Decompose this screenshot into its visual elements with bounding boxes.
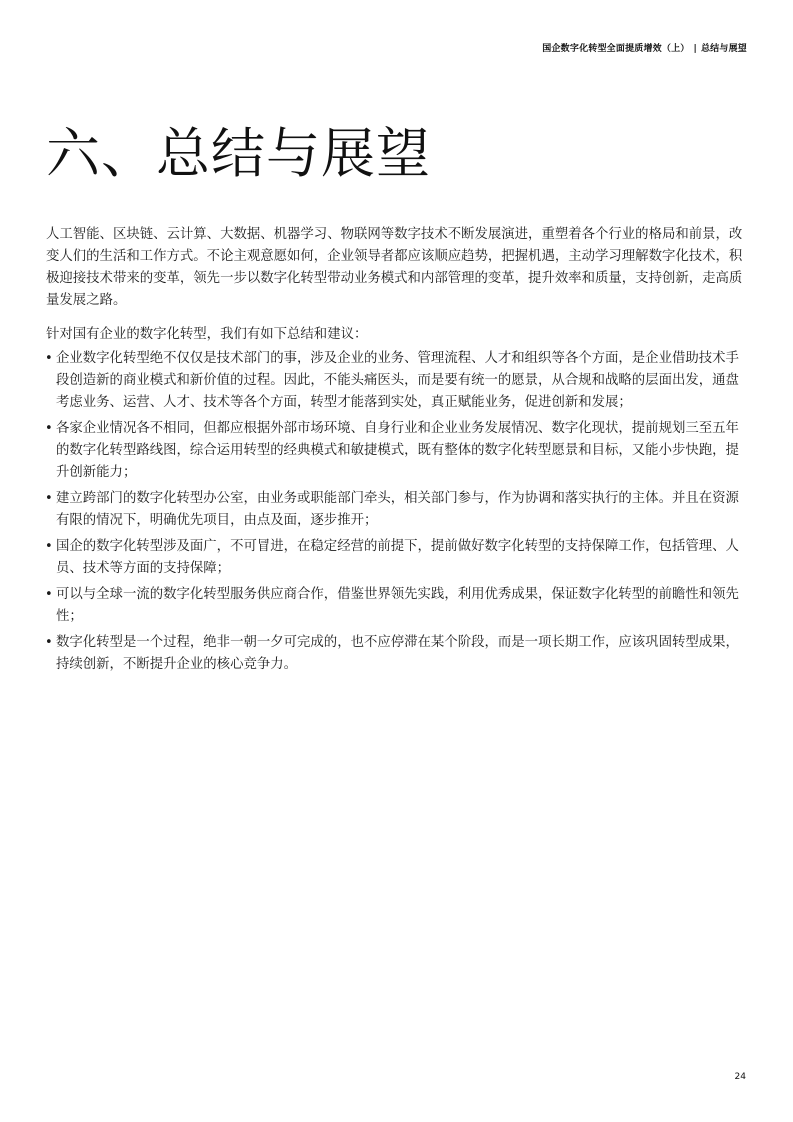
list-item: [46, 632, 748, 676]
running-header: [542, 41, 747, 54]
list-item: [46, 348, 748, 414]
intro-paragraph: 人工智能、区块链、云计算、大数据、机器学习、物联网等数字技术不断发展演进，重塑着各个行业的格局和前景，改变人们的生活和工作方式。不论主观意愿如何，企业领导者都应该顺应趋势，把握机遇，主动学习理解数字化技术，积极迎接技术带来的变革，领先一步以数字化转型带动业务模式和内部管理的变革，提升效率和质量，支持创新，走高质量发展之路。: [46, 227, 743, 308]
section-name: 总结与展望: [700, 44, 747, 54]
bullet-icon: •: [45, 491, 53, 506]
list-item: [46, 418, 748, 484]
bullet-icon: •: [45, 351, 53, 366]
report-title: 国企数字化转型全面提质增效（上）: [542, 44, 690, 54]
bullet-icon: •: [45, 587, 53, 602]
list-item: [46, 488, 748, 532]
recommendation-list: [46, 348, 748, 676]
bullet-icon: •: [45, 421, 53, 436]
list-item-text: 建立跨部门的数字化转型办公室，由业务或职能部门牵头，相关部门参与，作为协调和落实执行的主体。并且在资源有限的情况下，明确优先项目，由点及面，逐步推开；: [56, 491, 739, 528]
list-item-text: 可以与全球一流的数字化转型服务供应商合作，借鉴世界领先实践，利用优秀成果，保证数字化转型的前瞻性和领先性；: [56, 587, 739, 624]
list-item: [46, 584, 748, 628]
section-title: 六、总结与展望: [46, 122, 431, 185]
body-content: [46, 224, 748, 680]
bullet-icon: •: [45, 635, 53, 650]
header-separator: |: [693, 44, 697, 54]
list-item-text: 企业数字化转型绝不仅仅是技术部门的事，涉及企业的业务、管理流程、人才和组织等各个方面，是企业借助技术手段创造新的商业模式和新价值的过程。因此，不能头痛医头，而是要有统一的愿景，从合规和战略的层面出发，通盘考虑业务、运营、人才、技术等各个方面，转型才能落到实处，真正赋能业务，促进创新和发展；: [56, 351, 739, 410]
list-item-text: 各家企业情况各不相同，但都应根据外部市场环境、自身行业和企业业务发展情况、数字化现状，提前规划三至五年的数字化转型路线图，综合运用转型的经典模式和敏捷模式，既有整体的数字化转型愿景和目标，又能小步快跑，提升创新能力；: [56, 421, 739, 480]
list-item-text: 数字化转型是一个过程，绝非一朝一夕可完成的，也不应停滞在某个阶段，而是一项长期工作，应该巩固转型成果，持续创新，不断提升企业的核心竞争力。: [56, 635, 739, 672]
list-item: [46, 536, 748, 580]
lead-sentence: 针对国有企业的数字化转型，我们有如下总结和建议：: [46, 327, 368, 342]
page-number: 24: [734, 1072, 746, 1082]
list-item-text: 国企的数字化转型涉及面广，不可冒进，在稳定经营的前提下，提前做好数字化转型的支持保障工作，包括管理、人员、技术等方面的支持保障；: [56, 539, 739, 576]
bullet-icon: •: [45, 539, 53, 554]
